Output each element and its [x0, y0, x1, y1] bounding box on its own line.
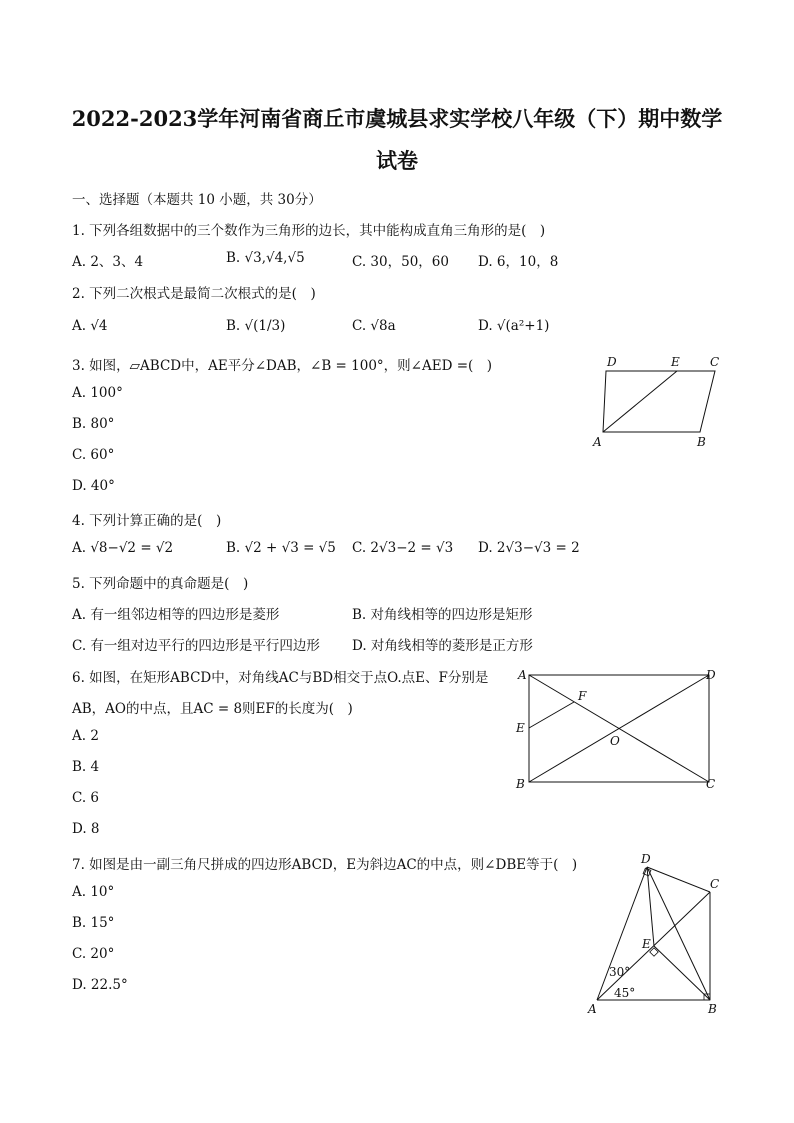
q1-option-b: B. √3,√4,√5	[226, 250, 305, 266]
q5-option-a: A. 有一组邻边相等的四边形是菱形	[72, 607, 280, 623]
label-a: A	[588, 1002, 597, 1016]
diagonal-db	[647, 867, 710, 1000]
label-c: C	[706, 777, 716, 791]
q6-option-d: D. 8	[72, 821, 100, 837]
label-f: F	[578, 689, 587, 703]
page-title-line2: 试卷	[376, 148, 418, 173]
q7-option-c: C. 20°	[72, 946, 115, 962]
q6-rectangle-figure	[510, 665, 725, 795]
label-d: D	[607, 355, 617, 369]
label-o: O	[610, 734, 620, 748]
q4-option-b: B. √2 + √3 = √5	[226, 540, 336, 556]
page-title-line1: 2022-2023学年河南省商丘市虞城县求实学校八年级（下）期中数学	[71, 106, 723, 131]
q1-option-a: A. 2、3、4	[72, 254, 144, 270]
label-c: C	[710, 877, 720, 891]
q7-option-a: A. 10°	[72, 884, 115, 900]
q7-option-b: B. 15°	[72, 915, 115, 931]
section-heading: 一、选择题（本题共 10 小题，共 30分）	[72, 192, 322, 208]
q6-stem-line2: AB，AO的中点，且AC = 8则EF的长度为( )	[72, 701, 353, 717]
label-b: B	[708, 1002, 717, 1016]
q3-option-a: A. 100°	[72, 385, 123, 401]
label-angle-30: 30°	[609, 965, 631, 979]
q3-stem: 3. 如图，▱ABCD中，AE平分∠DAB，∠B = 100°，则∠AED =( )	[72, 358, 493, 374]
q1-stem: 1. 下列各组数据中的三个数作为三角形的边长，其中能构成直角三角形的是( )	[72, 223, 546, 239]
q5-option-c: C. 有一组对边平行的四边形是平行四边形	[72, 638, 320, 654]
segment-ef	[529, 702, 574, 728]
q7-option-d: D. 22.5°	[72, 977, 128, 993]
q5-option-b: B. 对角线相等的四边形是矩形	[352, 607, 533, 623]
segment-ae	[603, 371, 677, 432]
q1-option-d: D. 6，10，8	[478, 254, 559, 270]
q4-option-d: D. 2√3−√3 = 2	[478, 540, 580, 556]
label-a: A	[518, 668, 527, 682]
q4-stem: 4. 下列计算正确的是( )	[72, 513, 222, 529]
q6-option-c: C. 6	[72, 790, 100, 806]
q6-option-a: A. 2	[72, 728, 99, 744]
q6-stem-line1: 6. 如图，在矩形ABCD中，对角线AC与BD相交于点O.点E、F分别是	[72, 670, 489, 686]
q5-option-d: D. 对角线相等的菱形是正方形	[352, 638, 533, 654]
parallelogram-abcd	[603, 371, 715, 432]
q2-option-d: D. √(a²+1)	[478, 318, 550, 334]
q2-option-b: B. √(1/3)	[226, 318, 286, 334]
label-d: D	[706, 668, 716, 682]
q7-stem: 7. 如图是由一副三角尺拼成的四边形ABCD，E为斜边AC的中点，则∠DBE等于( )	[72, 857, 578, 873]
label-a: A	[593, 435, 602, 449]
q3-parallelogram-figure	[585, 350, 730, 455]
segment-dc	[647, 867, 710, 892]
segment-eb	[654, 946, 710, 1000]
label-e: E	[516, 721, 525, 735]
q3-option-c: C. 60°	[72, 447, 115, 463]
q1-option-c: C. 30，50，60	[352, 254, 449, 270]
label-e: E	[671, 355, 680, 369]
q4-option-c: C. 2√3−2 = √3	[352, 540, 454, 556]
q5-stem: 5. 下列命题中的真命题是( )	[72, 576, 249, 592]
label-b: B	[697, 435, 706, 449]
label-angle-45: 45°	[614, 986, 636, 1000]
q4-option-a: A. √8−√2 = √2	[72, 540, 174, 556]
q6-option-b: B. 4	[72, 759, 100, 775]
segment-ad	[597, 867, 647, 1000]
q7-triangles-figure	[580, 850, 725, 1020]
q3-option-b: B. 80°	[72, 416, 115, 432]
label-d: D	[641, 852, 651, 866]
q2-stem: 2. 下列二次根式是最简二次根式的是( )	[72, 286, 316, 302]
q2-option-c: C. √8a	[352, 318, 396, 334]
q2-option-a: A. √4	[72, 318, 108, 334]
label-c: C	[710, 355, 720, 369]
q3-option-d: D. 40°	[72, 478, 115, 494]
label-b: B	[516, 777, 525, 791]
label-e: E	[642, 937, 651, 951]
